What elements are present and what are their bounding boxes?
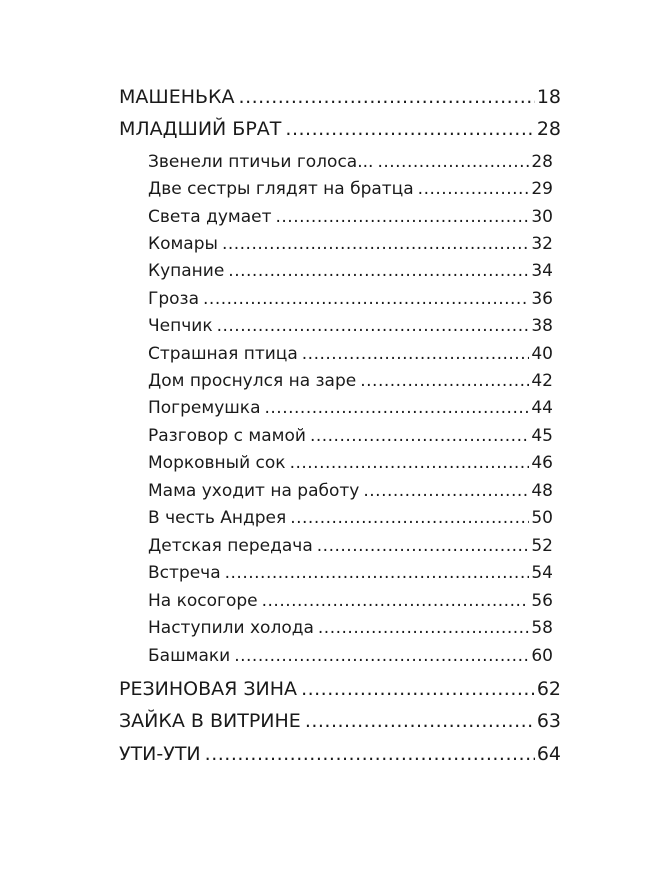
dot-leader [265,398,530,418]
toc-entry-page: 36 [531,289,553,309]
toc-entry-page: 54 [531,563,553,583]
toc-entry-title: Гроза [148,289,200,309]
toc-entry-title: Купание [148,261,225,281]
toc-entry[interactable] [119,743,561,765]
toc-entry-title: РЕЗИНОВАЯ ЗИНА [119,678,298,700]
toc-entry-page: 63 [536,710,561,732]
toc-entry-page: 50 [531,508,553,528]
dot-leader [310,426,529,446]
toc-entry[interactable] [148,618,553,638]
toc-entry-title: Чепчик [148,316,213,336]
toc-entry-title: Наступили холода [148,618,314,638]
toc-entry-page: 45 [531,426,553,446]
dot-leader [239,86,535,108]
toc-entry-page: 38 [531,316,553,336]
toc-entry[interactable] [119,86,561,108]
toc-entry-title: На косогоре [148,591,258,611]
dot-leader [302,344,530,364]
toc-entry-title: Звенели птичьи голоса... [148,152,374,172]
toc-entry[interactable] [148,426,553,446]
toc-entry[interactable] [148,481,553,501]
toc-entry[interactable] [148,398,553,418]
toc-entry-title: Детская передача [148,536,313,556]
dot-leader [262,591,530,611]
toc-entry-title: Встреча [148,563,221,583]
toc-entry-title: Погремушка [148,398,261,418]
dot-leader [285,118,534,140]
toc-entry-title: МАШЕНЬКА [119,86,235,108]
toc-entry-title: Разговор с мамой [148,426,306,446]
toc-entry-page: 28 [531,152,553,172]
dot-leader [305,710,535,732]
dot-leader [205,743,535,765]
dot-leader [228,261,529,281]
toc-entry[interactable] [148,453,553,473]
toc-entry[interactable] [148,234,553,254]
dot-leader [301,678,535,700]
toc-entry[interactable] [148,152,553,172]
toc-entry[interactable] [148,646,553,666]
toc-entry[interactable] [119,678,561,700]
dot-leader [290,453,530,473]
toc-entry-title: Две сестры глядят на братца [148,179,414,199]
toc-entry-title: МЛАДШИЙ БРАТ [119,118,282,140]
toc-entry-title: УТИ-УТИ [119,743,201,765]
toc-entry[interactable] [148,289,553,309]
dot-leader [217,316,530,336]
toc-entry-title: Дом проснулся на заре [148,371,357,391]
toc-entry-page: 29 [531,179,553,199]
dot-leader [203,289,529,309]
toc-entry-title: Башмаки [148,646,231,666]
toc-entry-title: Морковный сок [148,453,286,473]
toc-entry[interactable] [119,710,561,732]
toc-entry-title: Мама уходит на работу [148,481,360,501]
toc-entry-page: 28 [536,118,561,140]
toc-entry-title: Комары [148,234,218,254]
toc-entry[interactable] [148,207,553,227]
dot-leader [234,646,529,666]
toc-entry-title: Света думает [148,207,272,227]
toc-entry-page: 40 [531,344,553,364]
toc-entry-page: 42 [531,371,553,391]
toc-entry-page: 58 [531,618,553,638]
toc-entry-title: Страшная птица [148,344,298,364]
toc-entry[interactable] [148,371,553,391]
toc-entry[interactable] [148,591,553,611]
toc-entry-page: 62 [536,678,561,700]
dot-leader [418,179,530,199]
toc-entry[interactable] [148,261,553,281]
toc-entry[interactable] [119,118,561,140]
toc-entry[interactable] [148,508,553,528]
dot-leader [290,508,529,528]
dot-leader [317,536,530,556]
toc-entry-page: 32 [531,234,553,254]
toc-entry-title: В честь Андрея [148,508,287,528]
toc-entry-page: 44 [531,398,553,418]
dot-leader [318,618,529,638]
toc-entry-page: 34 [531,261,553,281]
toc-entry-page: 30 [531,207,553,227]
toc-entry-page: 48 [531,481,553,501]
toc-entry-title: ЗАЙКА В ВИТРИНЕ [119,710,301,732]
toc-entry-page: 60 [531,646,553,666]
toc-entry[interactable] [148,344,553,364]
dot-leader [276,207,530,227]
dot-leader [222,234,529,254]
toc-entry[interactable] [148,563,553,583]
toc-entry-page: 64 [536,743,561,765]
toc-entry-page: 52 [531,536,553,556]
toc-entry[interactable] [148,536,553,556]
toc-entry[interactable] [148,179,553,199]
dot-leader [363,481,529,501]
toc-entry[interactable] [148,316,553,336]
dot-leader [377,152,529,172]
toc-entry-page: 46 [531,453,553,473]
dot-leader [360,371,529,391]
toc-entry-page: 18 [536,86,561,108]
toc-entry-page: 56 [531,591,553,611]
dot-leader [225,563,530,583]
